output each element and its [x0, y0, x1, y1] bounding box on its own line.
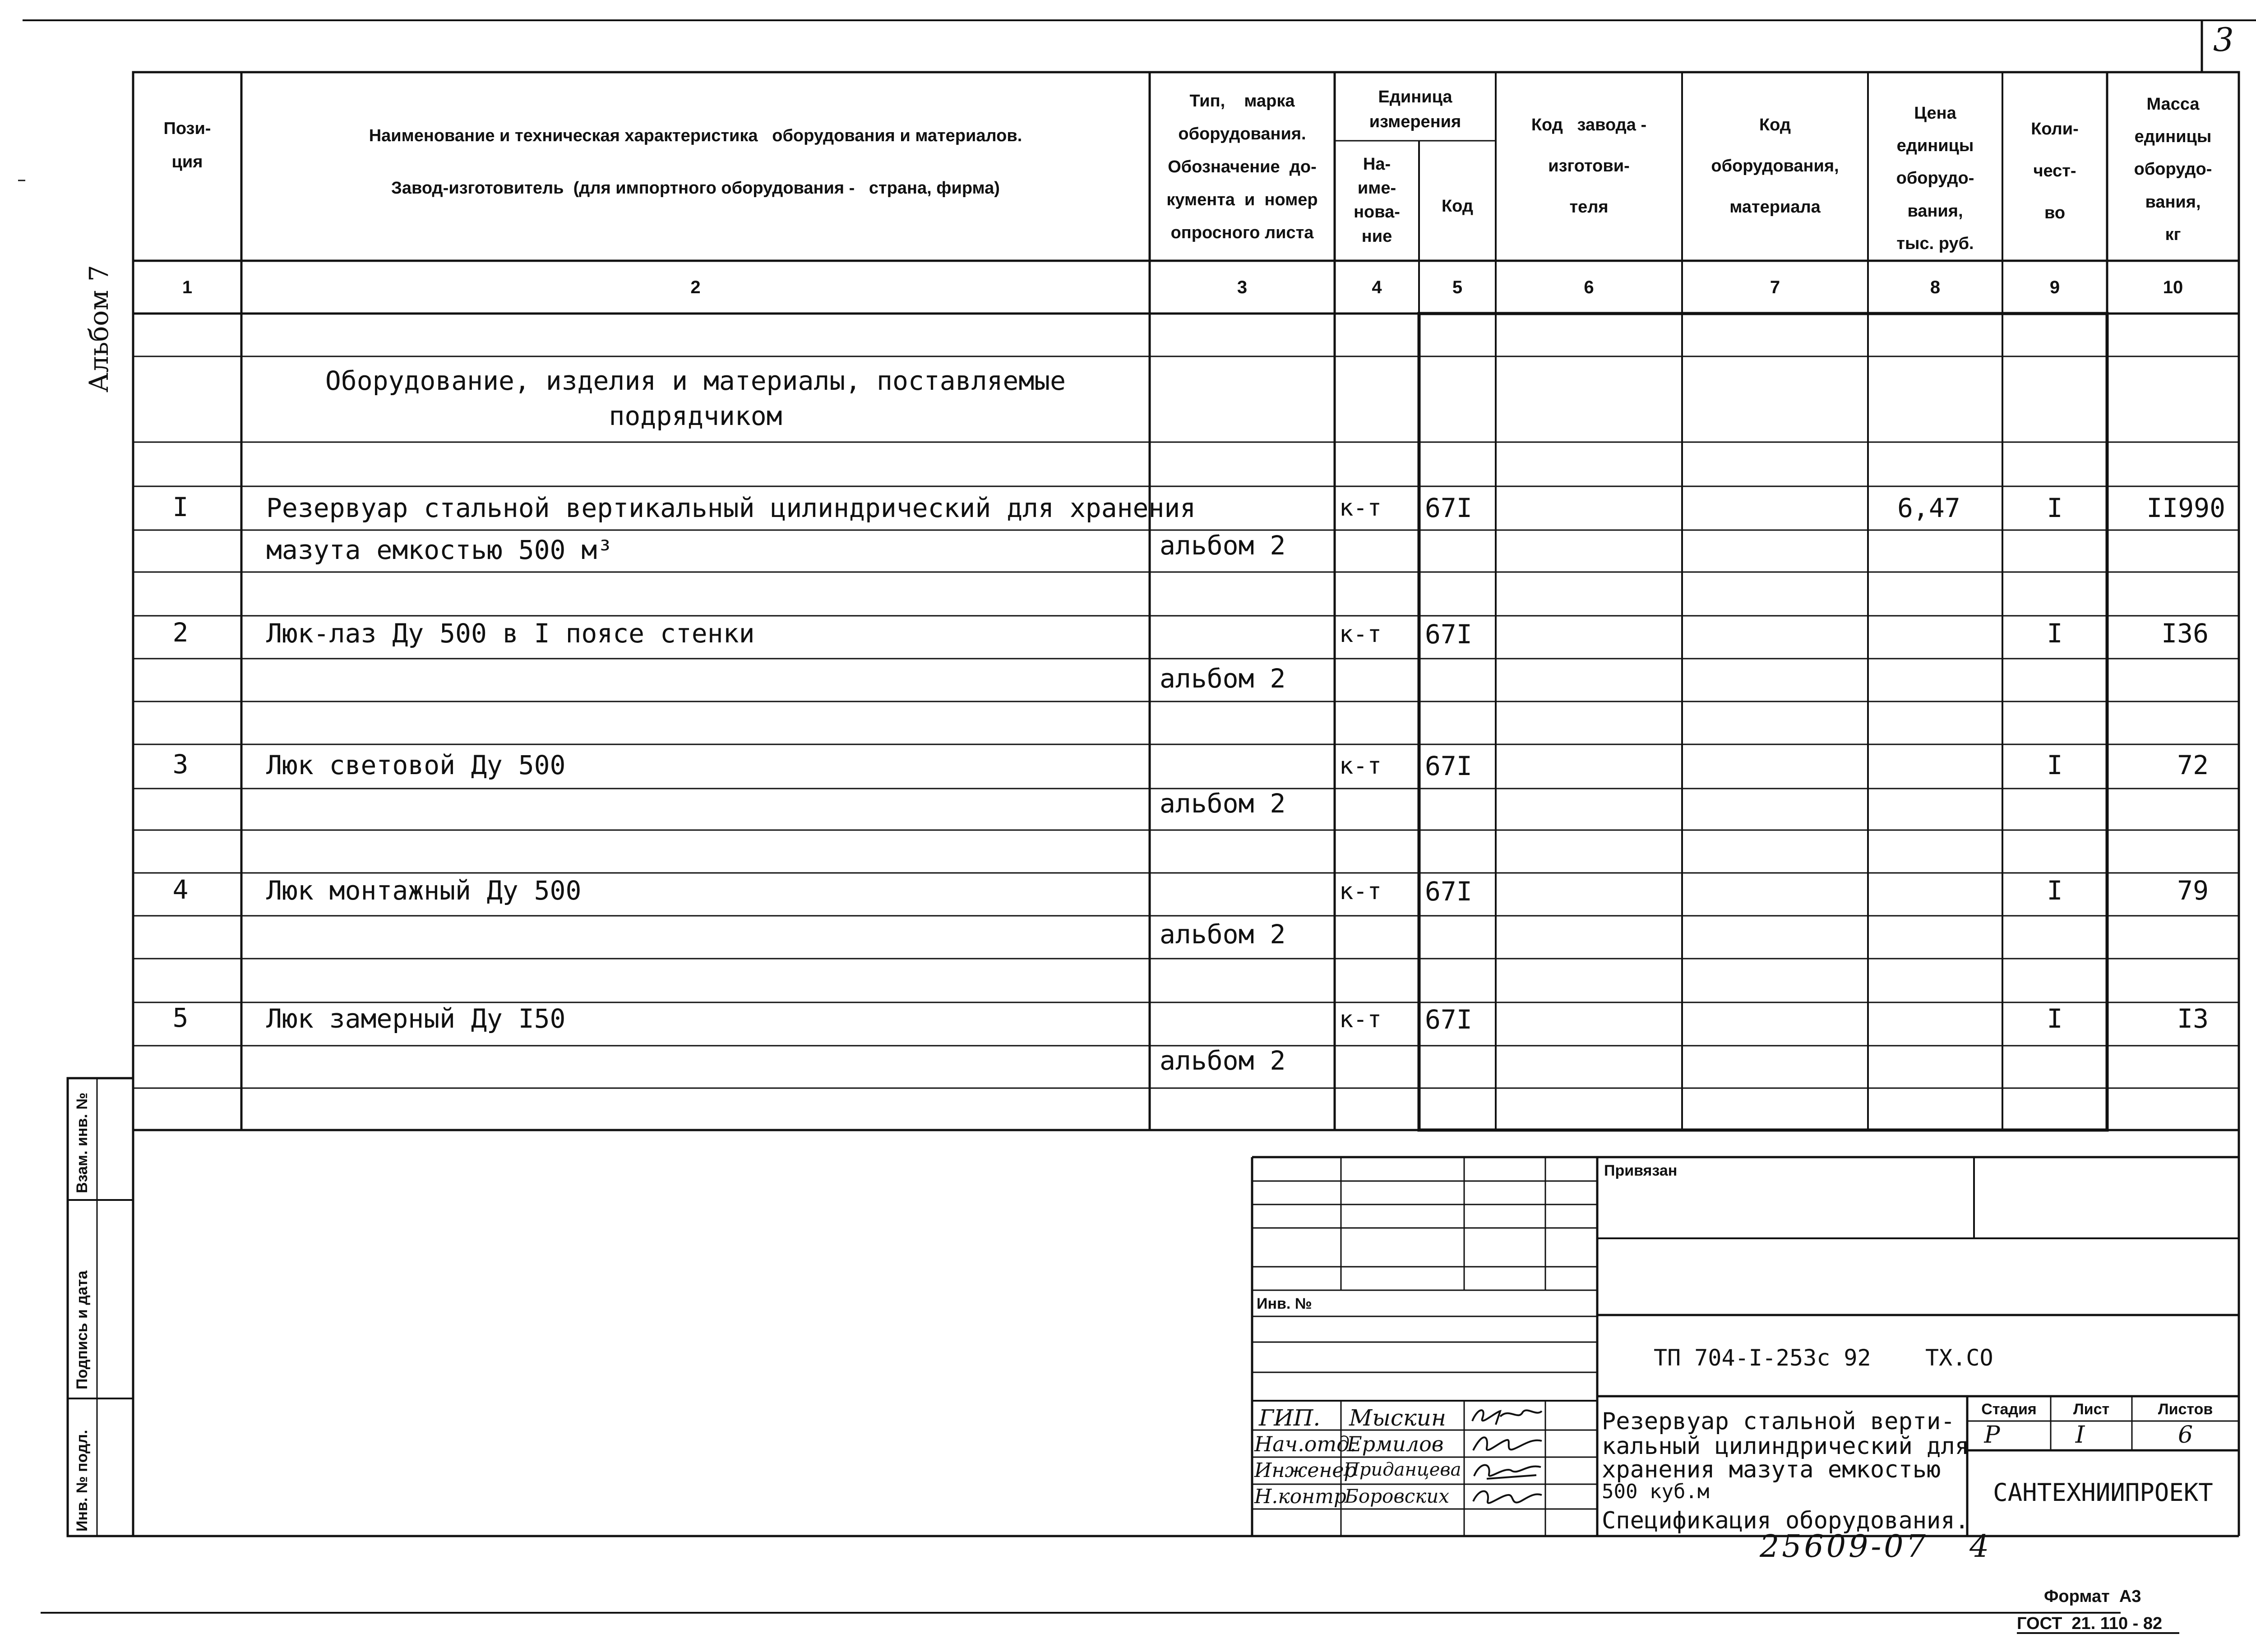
- signature-2: [1469, 1430, 1545, 1458]
- gost-label: ГОСТ 21. 110 - 82: [2017, 1614, 2163, 1633]
- description-line5: Спецификация оборудования.: [1602, 1507, 1969, 1534]
- role-gip: ГИП.: [1259, 1405, 1321, 1431]
- item-unit: к-т: [1339, 1006, 1382, 1033]
- item-name: Люк световой Ду 500: [266, 750, 566, 780]
- item-quantity: I: [2047, 750, 2063, 780]
- item-position: 3: [172, 749, 189, 780]
- role-inzhener: Инженер: [1254, 1459, 1357, 1482]
- colnum-5: 5: [1452, 277, 1463, 297]
- item-document: альбом 2: [1160, 919, 1286, 950]
- section-title-line1: Оборудование, изделия и материалы, поставляемые: [325, 365, 1066, 396]
- role-nach-otd: Нач.отд.: [1254, 1432, 1356, 1456]
- document-code: ТП 704-I-253с 92 ТХ.СО: [1654, 1345, 1993, 1371]
- stamp-podpis-data: Подпись и дата: [74, 1270, 91, 1389]
- item-unit-code: 67I: [1425, 751, 1472, 781]
- item-quantity: I: [2047, 875, 2063, 906]
- item-quantity: I: [2047, 1003, 2063, 1034]
- sheet-label: Лист: [2073, 1401, 2110, 1418]
- description-line3: хранения мазута емкостью: [1602, 1456, 1941, 1483]
- item-quantity: I: [2047, 493, 2063, 523]
- item-price: 6,47: [1897, 493, 1960, 523]
- item-mass: 79: [2177, 875, 2209, 906]
- item-unit: к-т: [1339, 621, 1382, 648]
- item-position: 4: [172, 874, 189, 905]
- organization-name: САНТЕХНИИПРОЕКТ: [1993, 1478, 2213, 1507]
- item-position: 2: [172, 617, 189, 648]
- item-document: альбом 2: [1160, 1045, 1286, 1076]
- colnum-2: 2: [690, 277, 701, 297]
- item-document: альбом 2: [1160, 530, 1286, 561]
- item-unit: к-т: [1339, 878, 1382, 905]
- colnum-1: 1: [182, 277, 193, 297]
- colnum-8: 8: [1930, 277, 1941, 297]
- header-col3: Тип, марка оборудования. Обозначение до- кумента и номер опросного листа: [1166, 92, 1318, 242]
- item-mass: I36: [2161, 618, 2209, 649]
- name-myskin: Мыскин: [1349, 1405, 1446, 1431]
- item-quantity: I: [2047, 618, 2063, 649]
- inventory-number-suffix: 4: [1969, 1529, 1989, 1564]
- header-col2-line2: Завод-изготовитель (для импортного оборудования - страна, фирма): [391, 179, 1000, 198]
- item-unit-code: 67I: [1425, 1004, 1472, 1035]
- header-col4: На- име- нова- ние: [1354, 155, 1400, 246]
- header-col7: Код оборудования, материала: [1711, 115, 1839, 217]
- privyazan-label: Привязан: [1604, 1162, 1678, 1179]
- stage-label: Стадия: [1981, 1401, 2037, 1418]
- item-position: 5: [172, 1002, 189, 1033]
- item-mass: 72: [2177, 750, 2209, 780]
- name-pridantseva: Приданцева: [1344, 1459, 1461, 1480]
- item-mass: I3: [2177, 1003, 2209, 1034]
- album-label: Альбом 7: [83, 265, 114, 392]
- sheet-number: 3: [2213, 21, 2234, 59]
- header-col6: Код завода - изготови- теля: [1531, 115, 1647, 217]
- colnum-6: 6: [1584, 277, 1594, 297]
- colnum-9: 9: [2049, 277, 2060, 297]
- item-unit-code: 67I: [1425, 876, 1472, 907]
- sheet-value: I: [2075, 1421, 2085, 1449]
- signature-1: [1469, 1403, 1545, 1431]
- item-unit: к-т: [1339, 494, 1382, 521]
- item-unit: к-т: [1339, 752, 1382, 780]
- inventory-number: 25609-07: [1760, 1529, 1928, 1564]
- item-name-continued: мазута емкостью 500 м³: [266, 535, 613, 565]
- item-position: I: [172, 492, 189, 522]
- colnum-7: 7: [1770, 277, 1780, 297]
- stamp-vzam-inv: Взам. инв. №: [74, 1092, 91, 1193]
- signature-3: [1469, 1457, 1545, 1485]
- colnum-4: 4: [1372, 277, 1382, 297]
- item-document: альбом 2: [1160, 663, 1286, 694]
- header-unit-group: Единица измерения: [1369, 88, 1461, 132]
- item-unit-code: 67I: [1425, 619, 1472, 650]
- item-name: Люк монтажный Ду 500: [266, 875, 582, 906]
- header-col9: Коли- чест- во: [2031, 120, 2079, 223]
- inv-no-label: Инв. №: [1257, 1295, 1312, 1312]
- colnum-10: 10: [2163, 277, 2183, 297]
- format-label: Формат А3: [2044, 1587, 2141, 1606]
- role-n-kontr: Н.контр: [1254, 1485, 1346, 1508]
- header-col2-line1: Наименование и техническая характеристика оборудования и материалов.: [369, 126, 1022, 145]
- description-line1: Резервуар стальной верти-: [1602, 1408, 1955, 1435]
- signature-4: [1469, 1483, 1545, 1511]
- sheets-label: Листов: [2158, 1401, 2213, 1418]
- item-document: альбом 2: [1160, 788, 1286, 819]
- item-name: Резервуар стальной вертикальный цилиндрический для хранения: [266, 493, 1196, 523]
- description-line2: кальный цилиндрический для: [1602, 1433, 1969, 1460]
- description-line4: 500 куб.м: [1602, 1480, 1710, 1503]
- item-mass: II990: [2146, 493, 2225, 523]
- name-borovskikh: Боровских: [1345, 1485, 1450, 1507]
- header-col1: Пози- ция: [163, 119, 211, 172]
- colnum-3: 3: [1237, 277, 1248, 297]
- sheets-value: 6: [2177, 1421, 2193, 1449]
- stage-value: Р: [1984, 1421, 2000, 1449]
- item-name: Люк-лаз Ду 500 в I поясе стенки: [266, 618, 755, 649]
- header-col10: Масса единицы оборудо- вания, кг: [2134, 95, 2212, 244]
- item-name: Люк замерный Ду I50: [266, 1003, 566, 1034]
- section-title-line2: подрядчиком: [609, 401, 782, 431]
- header-col8: Цена единицы оборудо- вания, тыс. руб.: [1896, 104, 1974, 253]
- stamp-inv-podl: Инв. № подл.: [74, 1430, 91, 1532]
- header-col5: Код: [1441, 197, 1474, 216]
- item-unit-code: 67I: [1425, 493, 1472, 523]
- name-ermilov: Ермилов: [1347, 1432, 1444, 1456]
